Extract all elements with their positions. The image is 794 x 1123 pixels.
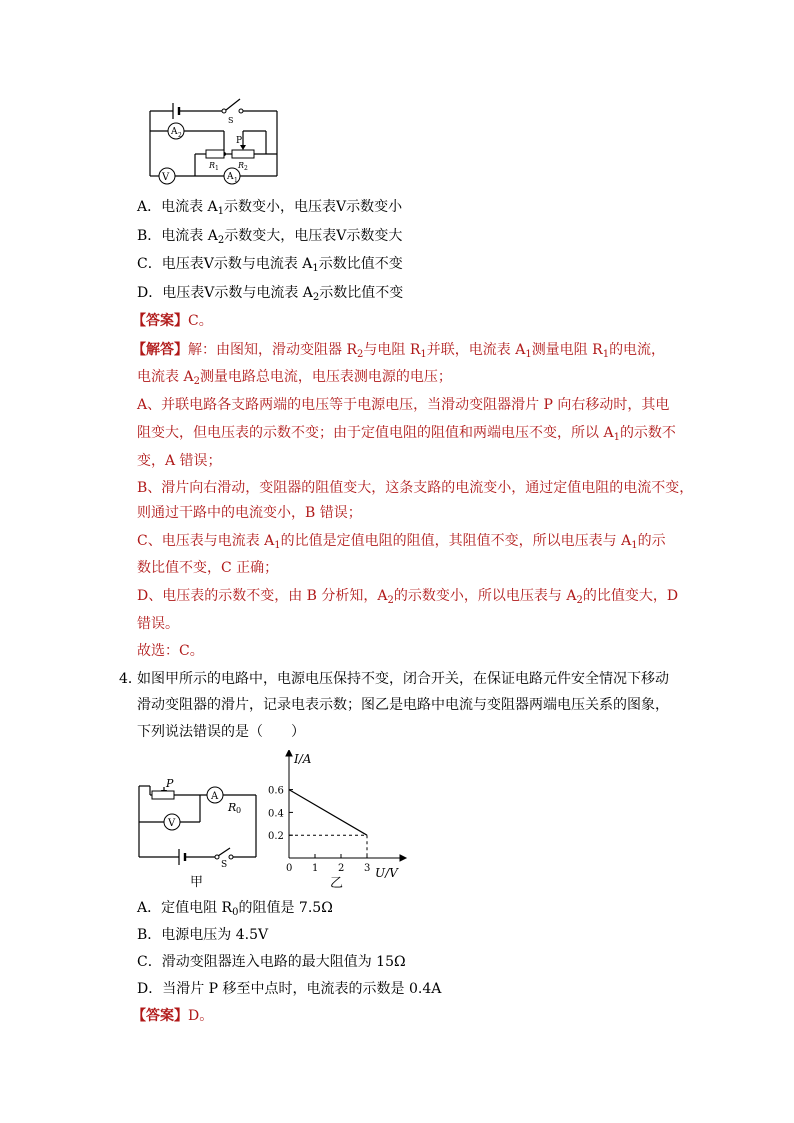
q4-option-c: C．滑动变阻器连入电路的最大阻值为 15Ω <box>137 954 406 970</box>
switch-label: S <box>221 860 228 870</box>
y-axis-label: I/A <box>294 752 312 766</box>
switch-blade <box>218 848 230 856</box>
x-tick-label: 2 <box>338 863 345 874</box>
rheostat <box>152 791 174 799</box>
switch-pivot <box>222 109 226 113</box>
v-letter: V <box>162 172 170 183</box>
r0-subscript: 0 <box>236 806 242 815</box>
q4-stem-line-2: 滑动变阻器的滑片，记录电表示数；图乙是电路中电流与变阻器两端电压关系的图象， <box>137 697 669 713</box>
q3-analysis-line-11: 错误。 <box>137 616 179 632</box>
iu-line-chart <box>260 750 410 892</box>
q4-option-a: A．定值电阻 $R_0$的阻值是 7.5Ω <box>137 900 333 918</box>
x-axis-label: U/V <box>375 866 398 880</box>
slider-label: P <box>236 136 243 146</box>
q4-number: 4． <box>119 671 142 687</box>
q3-analysis-line-12: 故选：C。 <box>137 643 204 659</box>
axes <box>286 750 406 861</box>
q3-option-a: A．电流表 $A_1$示数变小，电压表Ⅴ示数变小 <box>137 199 403 217</box>
q4-stem-line-1: 如图甲所示的电路中，电源电压保持不变，闭合开关，在保证电路元件安全情况下移动 <box>137 671 669 687</box>
q3-option-c: C．电压表Ⅴ示数与电流表 $A_1$示数比值不变 <box>137 256 403 274</box>
x-axis-arrow <box>400 855 406 861</box>
a2-subscript: 2 <box>178 132 182 139</box>
switch-label: S <box>228 116 234 125</box>
q3-analysis-line-2: 电流表 $A_2$测量电路总电流，电压表测电源的电压； <box>137 369 452 387</box>
switch-pivot <box>215 855 219 859</box>
q4-option-b: B．电源电压为 4.5V <box>137 927 269 943</box>
switch-contact <box>229 855 233 859</box>
a2-letter: A <box>171 127 178 137</box>
y-tick-label: 0.2 <box>268 831 284 843</box>
q4-option-d: D．当滑片 P 移至中点时，电流表的示数是 0.4A <box>137 981 442 997</box>
r2-letter: R <box>238 161 245 170</box>
a1-subscript: 1 <box>234 177 238 184</box>
y-tick-label: 0.6 <box>268 785 284 797</box>
q3-analysis-line-9: 数比值不变，C 正确； <box>137 560 279 576</box>
y-axis-arrow <box>286 750 292 756</box>
r1-subscript: 1 <box>215 165 219 172</box>
x-tick-label: 0 <box>286 863 293 874</box>
a-letter: A <box>211 791 219 802</box>
switch-contact <box>239 109 243 113</box>
q4-circuit-diagram <box>134 772 260 890</box>
r0-letter: R <box>228 801 237 814</box>
x-tick-label: 3 <box>364 863 371 874</box>
p-label: P <box>166 777 174 790</box>
resistor-r2 <box>232 150 254 158</box>
q3-analysis-line-8: C、电压表与电流表 $A_1$的比值是定值电阻的阻值，其阻值不变，所以电压表与 $A_1$的示 <box>137 533 666 551</box>
v-letter: V <box>168 818 176 829</box>
y-tick-label: 0.4 <box>268 808 284 820</box>
q4-answer: 【答案】D。 <box>132 1008 214 1024</box>
switch-blade <box>226 99 240 110</box>
a1-letter: A <box>227 172 234 182</box>
q3-analysis-line-6: B、滑片向右滑动，变阻器的阻值变大，这条支路的电流变小，通过定值电阻的电流不变， <box>137 480 694 496</box>
q3-circuit-diagram <box>140 94 285 190</box>
q3-analysis-line-7: 则通过干路中的电流变小，B 错误； <box>137 505 362 521</box>
q3-analysis-line-3: A、并联电路各支路两端的电压等于电源电压，当滑动变阻器滑片 P 向右移动时，其电 <box>137 397 670 413</box>
q3-answer: 【答案】C。 <box>132 313 213 329</box>
series-line <box>289 790 367 836</box>
q3-analysis-line-1: 【解答】解：由图知，滑动变阻器 $R_2$与电阻 $R_1$并联，电流表 $A_1$测量电阻 $R_1$的电流， <box>132 342 666 360</box>
caption-jia: 甲 <box>190 875 204 890</box>
q3-option-b: B．电流表 $A_2$示数变大，电压表Ⅴ示数变大 <box>137 228 403 246</box>
r1-letter: R <box>209 161 216 170</box>
x-tick-label: 1 <box>312 863 319 874</box>
q3-analysis-line-4: 阻变大，但电压表的示数不变；由于定值电阻的阻值和两端电压不变，所以 $A_1$的示数不 <box>137 425 676 443</box>
q3-option-d: D．电压表Ⅴ示数与电流表 $A_2$示数比值不变 <box>137 285 404 303</box>
caption-yi: 乙 <box>330 876 344 891</box>
resistor-r1 <box>206 150 224 158</box>
q4-stem-line-3: 下列说法错误的是（ ） <box>137 724 305 740</box>
q3-analysis-line-5: 变，A 错误； <box>137 453 222 469</box>
q3-analysis-line-10: D、电压表的示数不变，由 B 分析知，$A_2$的示数变小，所以电压表与 $A_2$的比值变大，D <box>137 588 679 606</box>
r2-subscript: 2 <box>244 165 248 172</box>
